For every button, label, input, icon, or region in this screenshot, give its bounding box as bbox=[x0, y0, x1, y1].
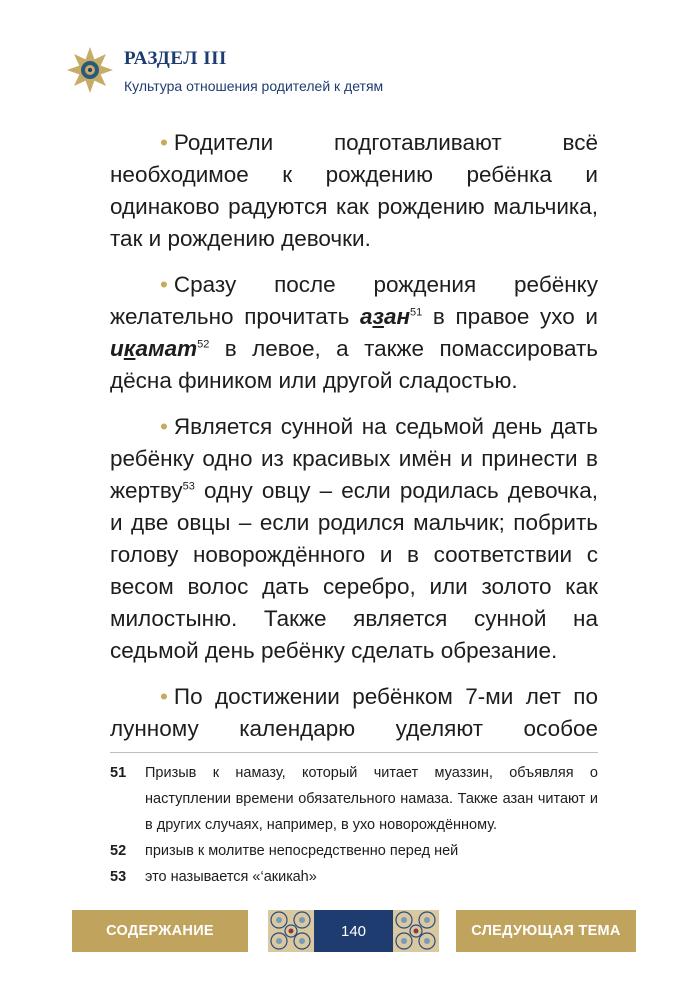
ornament-tile-icon bbox=[268, 910, 314, 952]
footnote-ref[interactable]: 52 bbox=[197, 338, 210, 351]
section-subtitle: Культура отношения родителей к детям bbox=[124, 78, 384, 94]
bullet-icon: • bbox=[160, 130, 168, 155]
footnote: 52 призыв к молитве непосредственно перед ней bbox=[110, 843, 459, 859]
footnote-ref[interactable]: 53 bbox=[182, 480, 195, 493]
footnote-divider bbox=[110, 752, 598, 753]
paragraph: • Родители подготавливают всё необходимое к рождению ребёнка и одинаково радуются как рождению мальчика, так и рождению девочки. bbox=[110, 130, 598, 251]
term-azan: азан bbox=[359, 304, 411, 329]
paragraph: • Сразу после рождения ребёнку желательно прочитать азан$^{51}$ в правое ухо и икамат$^{52}$ в левое, а также помассировать дёсна фиником или другой сладостью. bbox=[110, 272, 599, 393]
paragraph: • По достижении ребёнком 7-ми лет по лунному календарю уделяют особое bbox=[110, 684, 598, 741]
footnote: 51 Призыв к намазу, который читает муаззин, объявляя о наступлении времени обязательного намаза. Также азан читают и в других случаях, например, в ухо новорождённому. bbox=[110, 765, 598, 833]
next-topic-button[interactable]: СЛЕДУЮЩАЯ ТЕМА bbox=[456, 910, 636, 952]
footnote: 53 это называется «‘акикah» bbox=[110, 869, 317, 885]
ornament-logo-icon bbox=[66, 46, 114, 94]
term-ikamat: икамат bbox=[110, 336, 198, 361]
bullet-icon: • bbox=[160, 684, 168, 709]
ornament-tile-icon bbox=[393, 910, 439, 952]
section-title: РАЗДЕЛ III bbox=[124, 48, 227, 69]
main-text bbox=[110, 127, 598, 759]
bullet-icon: • bbox=[160, 414, 168, 439]
footnote-ref[interactable]: 51 bbox=[410, 306, 423, 319]
paragraph: • Является сунной на седьмой день дать ребёнку одно из красивых имён и принести в жертву$^{53}$ одну овцу – если родилась девочка, и две овцы – если родился мальчик; побрить голову новорождённого и в соответствии с весом волос дать серебро, или золото как милостыню. Также является сунной на седьмой день ребёнку сделать обрезание. bbox=[110, 414, 598, 663]
bullet-icon: • bbox=[160, 272, 168, 297]
contents-button[interactable]: СОДЕРЖАНИЕ bbox=[72, 910, 248, 952]
page-number: 140 bbox=[314, 910, 393, 952]
footnotes bbox=[110, 760, 598, 890]
page-footer bbox=[0, 910, 700, 952]
